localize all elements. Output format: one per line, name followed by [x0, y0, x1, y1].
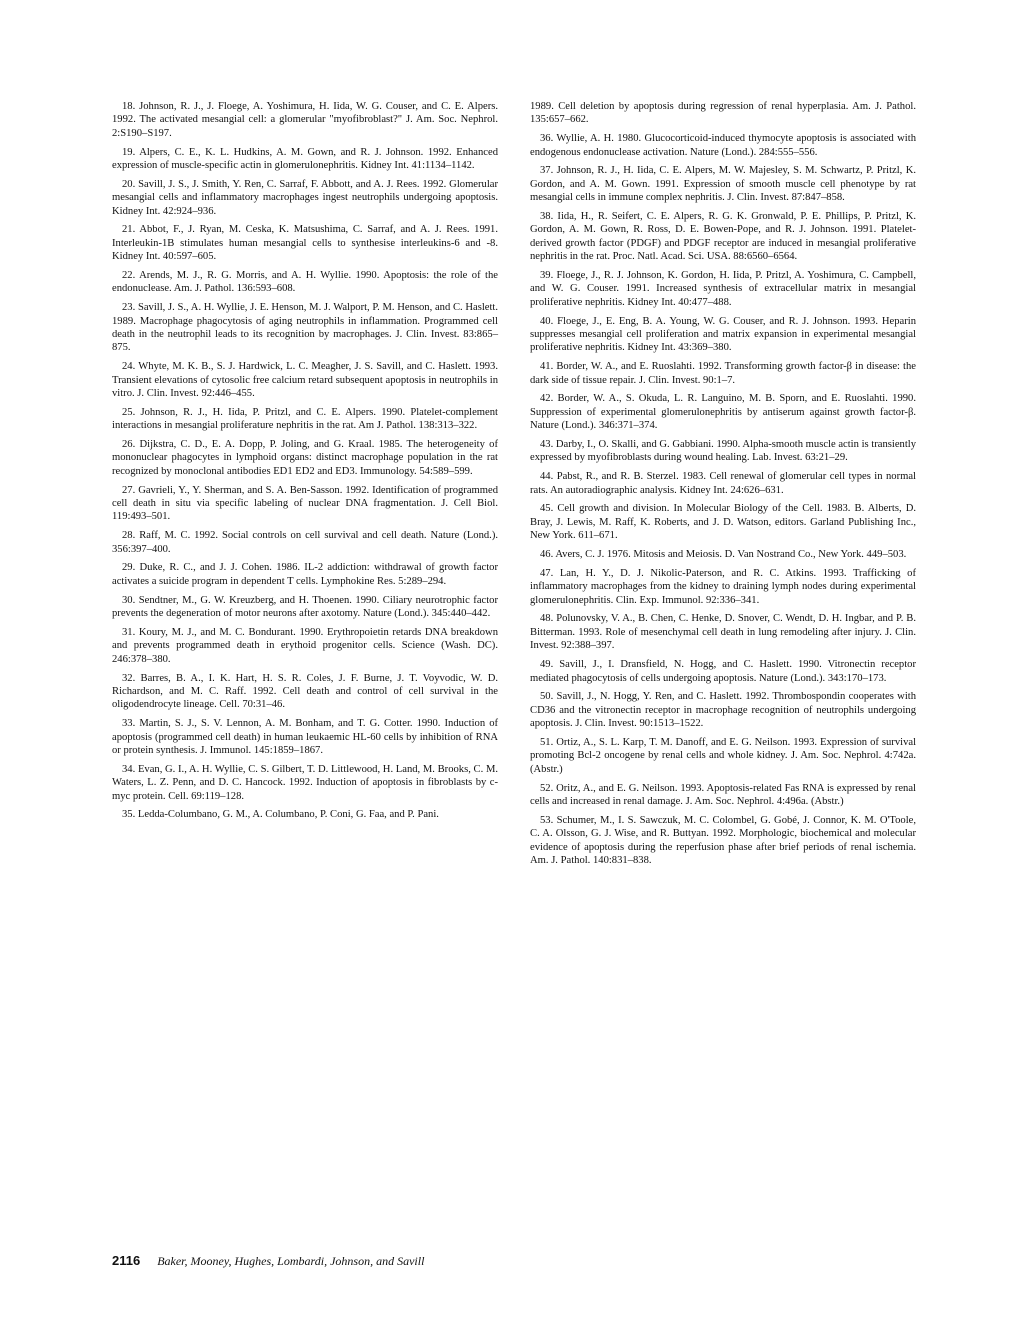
reference-text: Wyllie, A. H. 1980. Glucocorticoid-induced thymocyte apoptosis is associated with endogenous endonuclease activation. Nature (Lond.). 284:555–556.	[530, 133, 916, 158]
reference-number: 45 .	[540, 503, 557, 514]
reference-number: 32 .	[122, 673, 141, 684]
reference-text: Johnson, R. J., H. Iida, C. E. Alpers, M. W. Majesley, S. M. Schwartz, P. Pritzl, K. Gordon, and A. M. Gown. 1991. Expression of smooth muscle cell phenotype by rat mesangial cells in immune complex nephritis. J. Clin. Invest. 87:847–858.	[530, 165, 916, 204]
references-left-column	[112, 100, 498, 827]
reference-number: 21 .	[122, 224, 139, 235]
reference-text: Avers, C. J. 1976. Mitosis and Meiosis. D. Van Nostrand Co., New York. 449–503.	[555, 549, 907, 561]
reference-number: 22 .	[122, 270, 139, 281]
reference-continuation: 1989. Cell deletion by apoptosis during regression of renal hyperplasia. Am. J. Pathol. 135:657–662.	[530, 101, 916, 126]
reference-text: Ledda-Columbano, G. M., A. Columbano, P. Coni, G. Faa, and P. Pani.	[137, 809, 439, 821]
reference-number: 31 .	[122, 627, 139, 638]
reference-item	[530, 658, 916, 685]
reference-text: Johnson, R. J., J. Floege, A. Yoshimura, H. Iida, W. G. Couser, and C. E. Alpers. 1992. The activated mesangial cell: a glomerular "myofibroblast?" J. Am. Soc. Nephrol. 2:S190–S197.	[112, 101, 498, 139]
reference-number: 19 .	[122, 147, 139, 158]
reference-number: 40 .	[540, 316, 557, 327]
reference-number: 28 .	[122, 530, 139, 541]
reference-item	[112, 672, 498, 712]
reference-item	[112, 438, 498, 478]
page-footer	[112, 1253, 424, 1269]
page-number: 2116	[112, 1253, 141, 1268]
reference-item	[530, 438, 916, 465]
reference-item	[112, 406, 498, 433]
reference-text: Barres, B. A., I. K. Hart, H. S. R. Coles, J. F. Burne, J. T. Voyvodic, W. D. Richardson, and M. C. Raff. 1992. Cell death and control of cell survival in the oligodendrocyte lineage. Cell. 70:31–46.	[112, 672, 498, 711]
reference-item	[530, 210, 916, 264]
reference-text: Whyte, M. K. B., S. J. Hardwick, L. C. Meagher, J. S. Savill, and C. Haslett. 1993. Transient elevations of cytosolic free calcium retard subsequent apoptosis in neutrophils in vitro. J. Clin. Invest. 92:446–455.	[112, 361, 499, 400]
reference-text: Savill, J. S., J. Smith, Y. Ren, C. Sarraf, F. Abbott, and A. J. Rees. 1992. Glomerular mesangial cells and inflammatory macrophages ingest neutrophils undergoing apoptosis. Kidney Int. 42:924–936.	[112, 178, 499, 217]
reference-number: 27 .	[122, 485, 138, 496]
reference-number: 49 .	[540, 659, 559, 670]
reference-number: 20 .	[122, 179, 138, 190]
reference-text: Gavrieli, Y., Y. Sherman, and S. A. Ben-Sasson. 1992. Identification of programmed cell death in situ via specific labeling of nuclear DNA fragmentation. J. Cell Biol. 119:493–501.	[112, 484, 498, 523]
reference-item	[530, 814, 916, 868]
reference-text: Border, W. A., S. Okuda, L. R. Languino, M. B. Sporn, and E. Ruoslahti. 1990. Suppression of experimental glomerulonephritis by antiserum against growth factor-β. Nature (Lond.). 346:371–374.	[530, 393, 916, 432]
reference-item	[530, 360, 916, 387]
reference-number: 18 .	[122, 101, 139, 112]
reference-text: Raff, M. C. 1992. Social controls on cell survival and cell death. Nature (Lond.). 356:397–400.	[112, 530, 499, 555]
reference-text: Iida, H., R. Seifert, C. E. Alpers, R. G. K. Gronwald, P. E. Phillips, P. Pritzl, K. Gordon, A. M. Gown, R. Ross, D. E. Bowen-Pope, and R. J. Johnson. 1991. Platelet-derived growth factor (PDGF) and PDGF receptor are induced in mesangial proliferative nephritis in the rat. Proc. Natl. Acad. Sci. USA. 88:6560–6564.	[530, 211, 917, 263]
reference-item	[112, 269, 498, 296]
reference-number: 37 .	[540, 165, 557, 176]
reference-text: Cell growth and division. In Molecular Biology of the Cell. 1983. B. Alberts, D. Bray, J. Lewis, M. Raff, K. Roberts, and J. D. Watson, editors. Garland Publishing Inc., New York. 611–671.	[530, 503, 916, 542]
reference-item	[112, 146, 498, 173]
reference-number: 50 .	[540, 691, 557, 702]
reference-text: Savill, J. S., A. H. Wyllie, J. E. Henson, M. J. Walport, P. M. Henson, and C. Haslett. 1989. Macrophage phagocytosis of aging neutrophils in inflammation. Programmed cell death in the neutrophil leads to its recognition by macrophages. J. Clin. Invest. 83:865–875.	[112, 302, 499, 354]
reference-item	[530, 690, 916, 730]
reference-item	[112, 529, 498, 556]
reference-text: Martin, S. J., S. V. Lennon, A. M. Bonham, and T. G. Cotter. 1990. Induction of apoptosis (programmed cell death) in human leukaemic HL-60 cells by inhibition of RNA or protein synthesis. J. Immunol. 145:1859–1867.	[112, 718, 499, 756]
reference-text: Evan, G. I., A. H. Wyllie, C. S. Gilbert, T. D. Littlewood, H. Land, M. Brooks, C. M. Waters, L. Z. Penn, and D. C. Hancock. 1992. Induction of apoptosis in fibroblasts by c-myc protein. Cell. 69:119–128.	[112, 763, 499, 802]
running-authors: Baker, Mooney, Hughes, Lombardi, Johnson, and Savill	[157, 1254, 425, 1268]
reference-item	[530, 132, 916, 159]
reference-text: Johnson, R. J., H. Iida, P. Pritzl, and C. E. Alpers. 1990. Platelet-complement interactions in mesangial proliferature nephritis in the rat. Am J. Pathol. 138:313–322.	[112, 406, 498, 432]
reference-number: 39 .	[540, 270, 557, 281]
reference-text: Arends, M. J., R. G. Morris, and A. H. Wyllie. 1990. Apoptosis: the role of the endonuclease. Am. J. Pathol. 136:593–608.	[112, 270, 498, 295]
reference-number: 30 .	[122, 595, 139, 606]
reference-item	[112, 808, 498, 821]
reference-number: 36 .	[540, 133, 556, 144]
reference-text: Sendtner, M., G. W. Kreuzberg, and H. Thoenen. 1990. Ciliary neurotrophic factor prevents the degeneration of motor neurons after axotomy. Nature (Lond.). 345:440–442.	[112, 594, 499, 620]
reference-text: Floege, J., E. Eng, B. A. Young, W. G. Couser, and R. J. Johnson. 1993. Heparin suppresses mesangial cell proliferation and matrix expansion in experimental mesangial proliferative nephritis. Kidney Int. 43:369–380.	[530, 315, 917, 354]
reference-text: Schumer, M., I. S. Sawczuk, M. C. Colombel, G. Gobé, J. Connor, K. M. O'Toole, C. A. Olsson, G. J. Wise, and R. Buttyan. 1992. Morphologic, biochemical and molecular evidence of apoptosis during the reperfusion phase after brief periods of renal ischemia. Am. J. Pathol. 140:831–838.	[530, 814, 917, 866]
reference-number: 52 .	[540, 783, 556, 794]
reference-number: 51 .	[540, 737, 556, 748]
reference-item	[530, 502, 916, 542]
reference-item	[112, 594, 498, 621]
reference-text: Polunovsky, V. A., B. Chen, C. Henke, D. Snover, C. Wendt, D. H. Ingbar, and P. B. Bitterman. 1993. Role of mesenchymal cell death in lung remodeling after injury. J. Clin. Invest. 92:388–397.	[530, 613, 917, 652]
reference-number: 33 .	[122, 718, 139, 729]
reference-text: Darby, I., O. Skalli, and G. Gabbiani. 1990. Alpha-smooth muscle actin is transiently expressed by myofibroblasts during wound healing. Lab. Invest. 63:21–29.	[530, 439, 917, 464]
reference-text: Savill, J., N. Hogg, Y. Ren, and C. Haslett. 1992. Thrombospondin cooperates with CD36 and the vitronectin receptor in macrophage recognition of neutrophils undergoing apoptosis. J. Clin. Invest. 90:1513–1522.	[530, 691, 917, 730]
reference-item	[112, 360, 498, 400]
reference-item	[530, 782, 916, 809]
reference-text: Floege, J., R. J. Johnson, K. Gordon, H. Iida, P. Pritzl, A. Yoshimura, C. Campbell, and W. G. Couser. 1991. Increased synthesis of extracellular matrix in mesangial proliferative nephritis. Kidney Int. 40:477–488.	[530, 270, 917, 308]
reference-item	[112, 717, 498, 757]
reference-number: 44 .	[540, 471, 557, 482]
reference-number: 53 .	[540, 815, 557, 826]
reference-text: Pabst, R., and R. B. Sterzel. 1983. Cell renewal of glomerular cell types in normal rats. An autoradiographic analysis. Kidney Int. 24:626–631.	[530, 471, 916, 496]
reference-item	[530, 736, 916, 776]
reference-number: 23 .	[122, 302, 138, 313]
reference-item	[530, 548, 916, 561]
reference-number: 41 .	[540, 361, 556, 372]
reference-number: 24 .	[122, 361, 138, 372]
reference-text: Lan, H. Y., D. J. Nikolic-Paterson, and R. C. Atkins. 1993. Trafficking of inflammatory macrophages from the kidney to draining lymph nodes during experimental glomerulonephritis. Clin. Exp. Immunol. 92:336–341.	[530, 567, 917, 606]
reference-number: 47 .	[540, 568, 560, 579]
reference-number: 35 .	[122, 809, 138, 820]
reference-number: 25 .	[122, 407, 140, 418]
reference-item	[530, 392, 916, 432]
reference-item	[112, 301, 498, 355]
reference-number: 43 .	[540, 439, 556, 450]
reference-text: Oritz, A., and E. G. Neilson. 1993. Apoptosis-related Fas RNA is expressed by renal cells and increased in renal damage. J. Am. Soc. Nephrol. 4:496a. (Abstr.)	[530, 782, 916, 807]
reference-text: Dijkstra, C. D., E. A. Dopp, P. Joling, and G. Kraal. 1985. The heterogeneity of mononuclear phagocytes in lymphoid organs: distinct macrophage population in the rat recognized by monoclonal antibodies ED1 ED2 and ED3. Immunology. 54:589–599.	[112, 439, 499, 477]
reference-item	[530, 164, 916, 204]
reference-item	[530, 612, 916, 652]
references-right-column	[530, 100, 916, 873]
reference-number: 26 .	[122, 439, 140, 450]
reference-item	[112, 484, 498, 524]
reference-item	[112, 100, 498, 140]
reference-item	[530, 315, 916, 355]
reference-number: 46 .	[540, 549, 555, 560]
reference-item	[530, 567, 916, 607]
reference-item	[530, 470, 916, 497]
reference-item	[112, 561, 498, 588]
reference-text: Border, W. A., and E. Ruoslahti. 1992. Transforming growth factor-β in disease: the dark side of tissue repair. J. Clin. Invest. 90:1–7.	[530, 361, 917, 386]
reference-text: Ortiz, A., S. L. Karp, T. M. Danoff, and E. G. Neilson. 1993. Expression of survival promoting Bcl-2 oncogene by renal cells and whole kidney. J. Am. Soc. Nephrol. 4:742a. (Abstr.)	[530, 736, 917, 775]
reference-item	[112, 223, 498, 263]
reference-number: 42 .	[540, 393, 558, 404]
reference-number: 38 .	[540, 211, 557, 222]
reference-item	[112, 178, 498, 218]
reference-text: Duke, R. C., and J. J. Cohen. 1986. IL-2 addiction: withdrawal of growth factor activates a suicide program in dependent T cells. Lymphokine Res. 5:289–294.	[112, 562, 499, 587]
reference-text: Alpers, C. E., K. L. Hudkins, A. M. Gown, and R. J. Johnson. 1992. Enhanced expression of muscle-specific actin in glomerulonephritis. Kidney Int. 41:1134–1142.	[112, 146, 498, 172]
reference-text: Abbot, F., J. Ryan, M. Ceska, K. Matsushima, C. Sarraf, and A. J. Rees. 1991. Interleukin-1B stimulates human mesangial cells to synthesise interleukins-6 and -8. Kidney Int. 40:597–605.	[112, 224, 498, 263]
reference-item	[530, 269, 916, 309]
reference-text: Savill, J., I. Dransfield, N. Hogg, and C. Haslett. 1990. Vitronectin receptor mediated phagocytosis of cells undergoing apoptosis. Nature (Lond.). 343:170–173.	[530, 659, 917, 684]
reference-number: 48 .	[540, 613, 556, 624]
reference-item	[112, 763, 498, 803]
reference-text: Koury, M. J., and M. C. Bondurant. 1990. Erythropoietin retards DNA breakdown and prevents programmed death in erythoid progenitor cells. Science (Wash. DC). 246:378–380.	[112, 626, 498, 665]
reference-number: 29 .	[122, 562, 140, 573]
reference-number: 34 .	[122, 764, 138, 775]
reference-item	[112, 626, 498, 666]
